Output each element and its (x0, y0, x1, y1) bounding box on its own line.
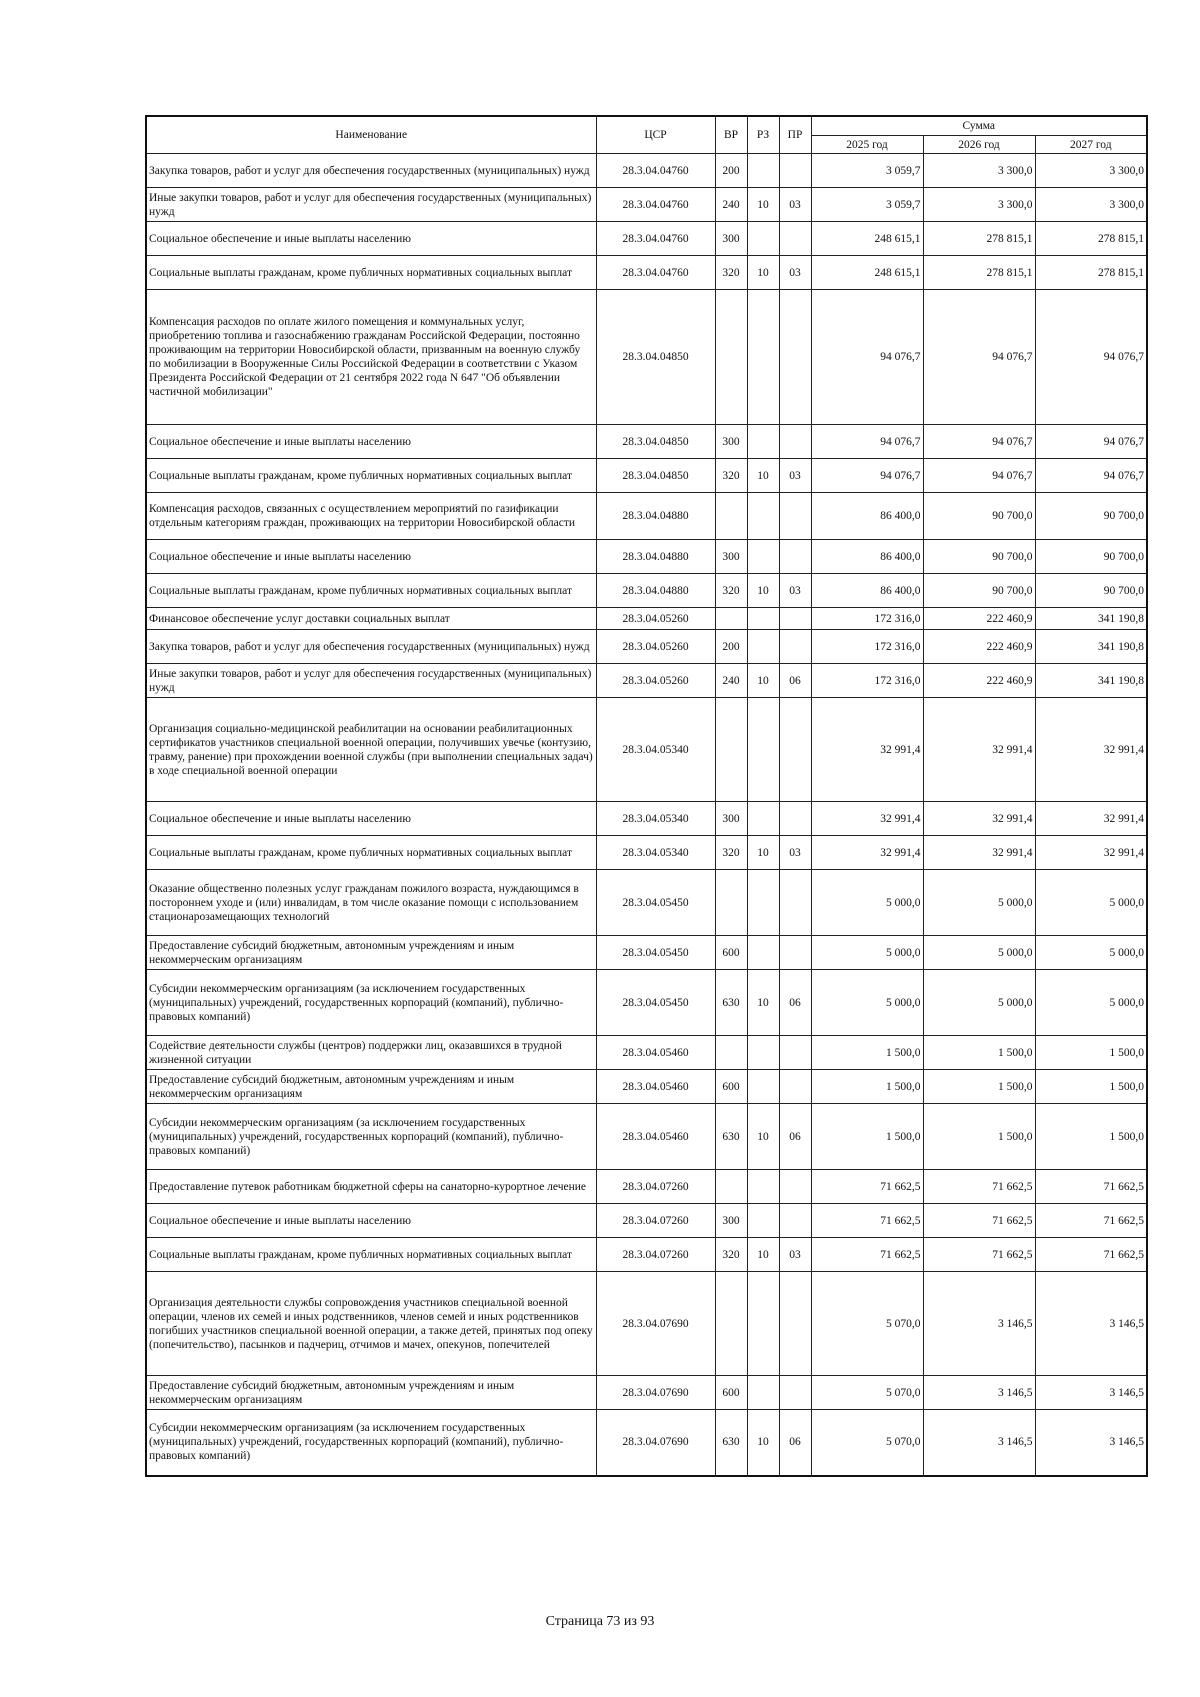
row-name: Социальные выплаты гражданам, кроме публичных нормативных социальных выплат (146, 1238, 596, 1272)
header-vr: ВР (715, 116, 747, 154)
row-pr (779, 608, 811, 630)
row-sum-2026: 278 815,1 (923, 222, 1035, 256)
row-sum-2027: 278 815,1 (1035, 222, 1147, 256)
row-vr: 300 (715, 425, 747, 459)
row-sum-2027: 32 991,4 (1035, 836, 1147, 870)
table-body (146, 154, 1147, 1476)
row-csr: 28.3.04.07260 (596, 1238, 715, 1272)
row-sum-2026: 90 700,0 (923, 540, 1035, 574)
row-csr: 28.3.04.05340 (596, 802, 715, 836)
row-sum-2025: 5 000,0 (811, 936, 923, 970)
table-row (146, 630, 1147, 664)
row-rz (747, 630, 779, 664)
row-name: Субсидии некоммерческим организациям (за исключением государственных (муниципальных) учреждений, государственных корпораций (компаний), публично-правовых компаний) (146, 1410, 596, 1476)
row-sum-2027: 1 500,0 (1035, 1070, 1147, 1104)
row-vr: 600 (715, 1376, 747, 1410)
row-sum-2025: 3 059,7 (811, 154, 923, 188)
header-sum: Сумма (811, 116, 1147, 136)
row-name: Компенсация расходов по оплате жилого помещения и коммунальных услуг, приобретению топлива и газоснабжению гражданам Российской Федерации, постоянно проживающим на территории Новосибирской области, призванным на военную службу по мобилизации в Вооруженные Силы Российской Федерации в соответствии с Указом Президента Российской Федерации от 21 сентября 2022 года N 647 "Об объявлении частичной мобилизации" (146, 290, 596, 425)
row-sum-2025: 1 500,0 (811, 1104, 923, 1170)
row-pr: 03 (779, 188, 811, 222)
row-sum-2025: 1 500,0 (811, 1070, 923, 1104)
row-sum-2025: 172 316,0 (811, 630, 923, 664)
row-pr (779, 870, 811, 936)
row-name: Закупка товаров, работ и услуг для обеспечения государственных (муниципальных) нужд (146, 630, 596, 664)
table-row (146, 256, 1147, 290)
row-rz (747, 1170, 779, 1204)
table-header (146, 116, 1147, 154)
row-sum-2026: 71 662,5 (923, 1170, 1035, 1204)
row-sum-2027: 71 662,5 (1035, 1170, 1147, 1204)
row-rz (747, 936, 779, 970)
row-name: Социальные выплаты гражданам, кроме публичных нормативных социальных выплат (146, 574, 596, 608)
row-sum-2027: 1 500,0 (1035, 1036, 1147, 1070)
row-pr (779, 1376, 811, 1410)
header-year-2025: 2025 год (811, 136, 923, 154)
row-name: Оказание общественно полезных услуг гражданам пожилого возраста, нуждающимся в постороннем уходе и (или) инвалидам, в том числе оказание помощи с использованием стационарозамещающих технологий (146, 870, 596, 936)
row-vr (715, 290, 747, 425)
row-csr: 28.3.04.04760 (596, 222, 715, 256)
row-sum-2025: 5 000,0 (811, 870, 923, 936)
row-rz (747, 425, 779, 459)
row-sum-2025: 5 070,0 (811, 1410, 923, 1476)
table-row (146, 154, 1147, 188)
row-sum-2025: 32 991,4 (811, 836, 923, 870)
row-name: Субсидии некоммерческим организациям (за исключением государственных (муниципальных) учреждений, государственных корпораций (компаний), публично-правовых компаний) (146, 970, 596, 1036)
row-rz (747, 1272, 779, 1376)
row-sum-2025: 248 615,1 (811, 222, 923, 256)
row-sum-2027: 5 000,0 (1035, 970, 1147, 1036)
row-sum-2026: 71 662,5 (923, 1238, 1035, 1272)
row-sum-2025: 1 500,0 (811, 1036, 923, 1070)
row-name: Закупка товаров, работ и услуг для обеспечения государственных (муниципальных) нужд (146, 154, 596, 188)
row-rz: 10 (747, 1104, 779, 1170)
row-sum-2026: 90 700,0 (923, 493, 1035, 540)
row-sum-2027: 94 076,7 (1035, 459, 1147, 493)
row-sum-2026: 222 460,9 (923, 664, 1035, 698)
row-name: Социальное обеспечение и иные выплаты населению (146, 222, 596, 256)
row-sum-2027: 1 500,0 (1035, 1104, 1147, 1170)
row-sum-2025: 32 991,4 (811, 802, 923, 836)
row-csr: 28.3.04.07690 (596, 1376, 715, 1410)
row-sum-2026: 32 991,4 (923, 698, 1035, 802)
row-rz (747, 698, 779, 802)
row-pr (779, 936, 811, 970)
row-sum-2027: 71 662,5 (1035, 1204, 1147, 1238)
row-sum-2027: 32 991,4 (1035, 802, 1147, 836)
row-rz (747, 608, 779, 630)
row-sum-2027: 71 662,5 (1035, 1238, 1147, 1272)
row-vr: 320 (715, 836, 747, 870)
header-pr: ПР (779, 116, 811, 154)
table-row (146, 540, 1147, 574)
row-vr: 300 (715, 222, 747, 256)
row-sum-2026: 94 076,7 (923, 425, 1035, 459)
row-csr: 28.3.04.05340 (596, 698, 715, 802)
row-csr: 28.3.04.04760 (596, 154, 715, 188)
row-name: Социальные выплаты гражданам, кроме публичных нормативных социальных выплат (146, 256, 596, 290)
row-rz (747, 222, 779, 256)
row-sum-2026: 1 500,0 (923, 1036, 1035, 1070)
row-sum-2025: 94 076,7 (811, 459, 923, 493)
row-csr: 28.3.04.05450 (596, 870, 715, 936)
row-sum-2026: 1 500,0 (923, 1104, 1035, 1170)
row-sum-2026: 32 991,4 (923, 802, 1035, 836)
row-name: Социальные выплаты гражданам, кроме публичных нормативных социальных выплат (146, 459, 596, 493)
row-sum-2025: 86 400,0 (811, 493, 923, 540)
row-sum-2025: 172 316,0 (811, 608, 923, 630)
row-vr (715, 608, 747, 630)
row-pr (779, 1204, 811, 1238)
row-sum-2026: 5 000,0 (923, 870, 1035, 936)
budget-table (145, 115, 1148, 1477)
row-csr: 28.3.04.07260 (596, 1170, 715, 1204)
row-rz (747, 540, 779, 574)
row-sum-2025: 248 615,1 (811, 256, 923, 290)
row-csr: 28.3.04.05340 (596, 836, 715, 870)
row-pr: 03 (779, 836, 811, 870)
row-sum-2027: 5 000,0 (1035, 870, 1147, 936)
row-pr (779, 630, 811, 664)
row-csr: 28.3.04.07690 (596, 1410, 715, 1476)
row-pr (779, 493, 811, 540)
row-csr: 28.3.04.04760 (596, 256, 715, 290)
row-sum-2027: 90 700,0 (1035, 493, 1147, 540)
row-rz (747, 1036, 779, 1070)
row-vr (715, 698, 747, 802)
header-year-2027: 2027 год (1035, 136, 1147, 154)
row-pr: 03 (779, 459, 811, 493)
row-csr: 28.3.04.04850 (596, 290, 715, 425)
row-pr: 06 (779, 1410, 811, 1476)
row-sum-2025: 32 991,4 (811, 698, 923, 802)
row-sum-2026: 3 300,0 (923, 188, 1035, 222)
row-rz: 10 (747, 664, 779, 698)
row-csr: 28.3.04.05260 (596, 630, 715, 664)
row-sum-2025: 94 076,7 (811, 425, 923, 459)
row-csr: 28.3.04.07690 (596, 1272, 715, 1376)
row-csr: 28.3.04.04880 (596, 540, 715, 574)
row-csr: 28.3.04.07260 (596, 1204, 715, 1238)
row-vr: 630 (715, 1104, 747, 1170)
row-pr: 06 (779, 664, 811, 698)
row-name: Компенсация расходов, связанных с осуществлением мероприятий по газификации отдельным категориям граждан, проживающих на территории Новосибирской области (146, 493, 596, 540)
table-row (146, 1410, 1147, 1476)
table-row (146, 936, 1147, 970)
table-row (146, 1272, 1147, 1376)
table-row (146, 425, 1147, 459)
table-row (146, 802, 1147, 836)
row-name: Предоставление субсидий бюджетным, автономным учреждениям и иным некоммерческим организациям (146, 936, 596, 970)
row-name: Содействие деятельности службы (центров) поддержки лиц, оказавшихся в трудной жизненной ситуации (146, 1036, 596, 1070)
header-csr: ЦСР (596, 116, 715, 154)
row-sum-2027: 32 991,4 (1035, 698, 1147, 802)
table-row (146, 1104, 1147, 1170)
table-row (146, 698, 1147, 802)
row-csr: 28.3.04.04850 (596, 459, 715, 493)
row-vr (715, 1170, 747, 1204)
row-sum-2027: 341 190,8 (1035, 630, 1147, 664)
row-sum-2026: 90 700,0 (923, 574, 1035, 608)
row-sum-2027: 5 000,0 (1035, 936, 1147, 970)
row-name: Организация деятельности службы сопровождения участников специальной военной операции, членов их семей и иных родственников, членов семей и иных родственников погибших участников специальной военной операции, а также детей, принятых под опеку (попечительство), пасынков и падчериц, отчимов и мачех, опекунов, попечителей (146, 1272, 596, 1376)
row-pr (779, 154, 811, 188)
row-rz: 10 (747, 1238, 779, 1272)
header-year-2026: 2026 год (923, 136, 1035, 154)
row-pr (779, 540, 811, 574)
row-sum-2027: 3 146,5 (1035, 1376, 1147, 1410)
row-vr: 200 (715, 154, 747, 188)
row-rz (747, 1204, 779, 1238)
row-sum-2025: 71 662,5 (811, 1238, 923, 1272)
row-csr: 28.3.04.05460 (596, 1070, 715, 1104)
header-name: Наименование (146, 116, 596, 154)
table-row (146, 1376, 1147, 1410)
row-vr: 320 (715, 256, 747, 290)
row-rz (747, 1376, 779, 1410)
row-csr: 28.3.04.04850 (596, 425, 715, 459)
header-rz: РЗ (747, 116, 779, 154)
table-row (146, 1036, 1147, 1070)
row-sum-2027: 90 700,0 (1035, 540, 1147, 574)
row-name: Социальное обеспечение и иные выплаты населению (146, 1204, 596, 1238)
row-rz (747, 290, 779, 425)
row-pr (779, 1036, 811, 1070)
row-pr (779, 290, 811, 425)
row-sum-2025: 3 059,7 (811, 188, 923, 222)
row-csr: 28.3.04.05460 (596, 1036, 715, 1070)
row-sum-2027: 341 190,8 (1035, 608, 1147, 630)
row-sum-2027: 94 076,7 (1035, 425, 1147, 459)
row-vr: 630 (715, 970, 747, 1036)
table-row (146, 459, 1147, 493)
row-sum-2025: 172 316,0 (811, 664, 923, 698)
row-name: Предоставление путевок работникам бюджетной сферы на санаторно-курортное лечение (146, 1170, 596, 1204)
row-csr: 28.3.04.04880 (596, 493, 715, 540)
row-vr: 300 (715, 802, 747, 836)
row-pr (779, 1170, 811, 1204)
row-pr: 06 (779, 970, 811, 1036)
row-sum-2025: 5 070,0 (811, 1376, 923, 1410)
row-sum-2025: 71 662,5 (811, 1204, 923, 1238)
table-row (146, 608, 1147, 630)
row-sum-2025: 94 076,7 (811, 290, 923, 425)
row-csr: 28.3.04.05450 (596, 936, 715, 970)
row-csr: 28.3.04.04760 (596, 188, 715, 222)
row-sum-2025: 5 070,0 (811, 1272, 923, 1376)
table-row (146, 836, 1147, 870)
row-vr: 600 (715, 1070, 747, 1104)
row-sum-2025: 71 662,5 (811, 1170, 923, 1204)
row-name: Социальные выплаты гражданам, кроме публичных нормативных социальных выплат (146, 836, 596, 870)
row-name: Иные закупки товаров, работ и услуг для обеспечения государственных (муниципальных) нужд (146, 664, 596, 698)
row-rz: 10 (747, 1410, 779, 1476)
row-pr: 03 (779, 256, 811, 290)
row-sum-2026: 3 146,5 (923, 1376, 1035, 1410)
row-name: Предоставление субсидий бюджетным, автономным учреждениям и иным некоммерческим организациям (146, 1376, 596, 1410)
row-sum-2026: 32 991,4 (923, 836, 1035, 870)
row-vr (715, 1272, 747, 1376)
row-pr (779, 698, 811, 802)
table-row (146, 1238, 1147, 1272)
row-rz: 10 (747, 574, 779, 608)
row-rz: 10 (747, 188, 779, 222)
row-vr: 240 (715, 188, 747, 222)
row-rz (747, 1070, 779, 1104)
row-sum-2025: 86 400,0 (811, 540, 923, 574)
table-row (146, 222, 1147, 256)
row-csr: 28.3.04.05260 (596, 664, 715, 698)
row-rz (747, 493, 779, 540)
row-name: Предоставление субсидий бюджетным, автономным учреждениям и иным некоммерческим организациям (146, 1070, 596, 1104)
row-sum-2027: 3 146,5 (1035, 1410, 1147, 1476)
row-sum-2027: 3 300,0 (1035, 188, 1147, 222)
row-sum-2027: 90 700,0 (1035, 574, 1147, 608)
row-vr: 320 (715, 574, 747, 608)
table-row (146, 493, 1147, 540)
row-sum-2026: 3 146,5 (923, 1272, 1035, 1376)
row-vr: 630 (715, 1410, 747, 1476)
table-row (146, 574, 1147, 608)
row-pr: 03 (779, 1238, 811, 1272)
row-sum-2027: 3 146,5 (1035, 1272, 1147, 1376)
row-csr: 28.3.04.05460 (596, 1104, 715, 1170)
row-rz: 10 (747, 836, 779, 870)
table-row (146, 290, 1147, 425)
row-pr (779, 1272, 811, 1376)
row-name: Социальное обеспечение и иные выплаты населению (146, 425, 596, 459)
table-row (146, 1170, 1147, 1204)
row-vr: 300 (715, 1204, 747, 1238)
row-sum-2026: 222 460,9 (923, 608, 1035, 630)
table-row (146, 664, 1147, 698)
row-csr: 28.3.04.05450 (596, 970, 715, 1036)
row-sum-2026: 94 076,7 (923, 459, 1035, 493)
row-vr (715, 1036, 747, 1070)
row-csr: 28.3.04.04880 (596, 574, 715, 608)
row-sum-2026: 94 076,7 (923, 290, 1035, 425)
row-vr: 300 (715, 540, 747, 574)
row-vr: 240 (715, 664, 747, 698)
row-sum-2025: 86 400,0 (811, 574, 923, 608)
row-sum-2026: 3 146,5 (923, 1410, 1035, 1476)
row-pr (779, 425, 811, 459)
row-name: Социальное обеспечение и иные выплаты населению (146, 802, 596, 836)
row-vr (715, 870, 747, 936)
row-sum-2025: 5 000,0 (811, 970, 923, 1036)
row-rz (747, 802, 779, 836)
row-pr (779, 222, 811, 256)
row-rz (747, 154, 779, 188)
row-sum-2026: 1 500,0 (923, 1070, 1035, 1104)
table-row (146, 1070, 1147, 1104)
row-vr: 200 (715, 630, 747, 664)
row-rz: 10 (747, 459, 779, 493)
table-row (146, 1204, 1147, 1238)
row-rz (747, 870, 779, 936)
row-sum-2026: 71 662,5 (923, 1204, 1035, 1238)
row-sum-2026: 3 300,0 (923, 154, 1035, 188)
row-name: Иные закупки товаров, работ и услуг для обеспечения государственных (муниципальных) нужд (146, 188, 596, 222)
row-rz: 10 (747, 256, 779, 290)
row-sum-2027: 94 076,7 (1035, 290, 1147, 425)
row-sum-2026: 222 460,9 (923, 630, 1035, 664)
table-row (146, 970, 1147, 1036)
row-sum-2027: 278 815,1 (1035, 256, 1147, 290)
row-vr: 320 (715, 1238, 747, 1272)
row-name: Финансовое обеспечение услуг доставки социальных выплат (146, 608, 596, 630)
row-sum-2027: 341 190,8 (1035, 664, 1147, 698)
row-sum-2026: 278 815,1 (923, 256, 1035, 290)
row-pr: 03 (779, 574, 811, 608)
row-vr (715, 493, 747, 540)
row-pr (779, 802, 811, 836)
row-vr: 320 (715, 459, 747, 493)
row-csr: 28.3.04.05260 (596, 608, 715, 630)
row-rz: 10 (747, 970, 779, 1036)
row-name: Субсидии некоммерческим организациям (за исключением государственных (муниципальных) учреждений, государственных корпораций (компаний), публично-правовых компаний) (146, 1104, 596, 1170)
page-number: Страница 73 из 93 (545, 1614, 655, 1629)
row-sum-2027: 3 300,0 (1035, 154, 1147, 188)
row-name: Социальное обеспечение и иные выплаты населению (146, 540, 596, 574)
row-sum-2026: 5 000,0 (923, 936, 1035, 970)
row-pr: 06 (779, 1104, 811, 1170)
row-name: Организация социально-медицинской реабилитации на основании реабилитационных сертификатов участников специальной военной операции, получивших увечье (контузию, травму, ранение) при прохождении военной службы (при выполнении специальных задач) в ходе специальной военной операции (146, 698, 596, 802)
row-pr (779, 1070, 811, 1104)
row-sum-2026: 5 000,0 (923, 970, 1035, 1036)
table-row (146, 870, 1147, 936)
table-row (146, 188, 1147, 222)
row-vr: 600 (715, 936, 747, 970)
